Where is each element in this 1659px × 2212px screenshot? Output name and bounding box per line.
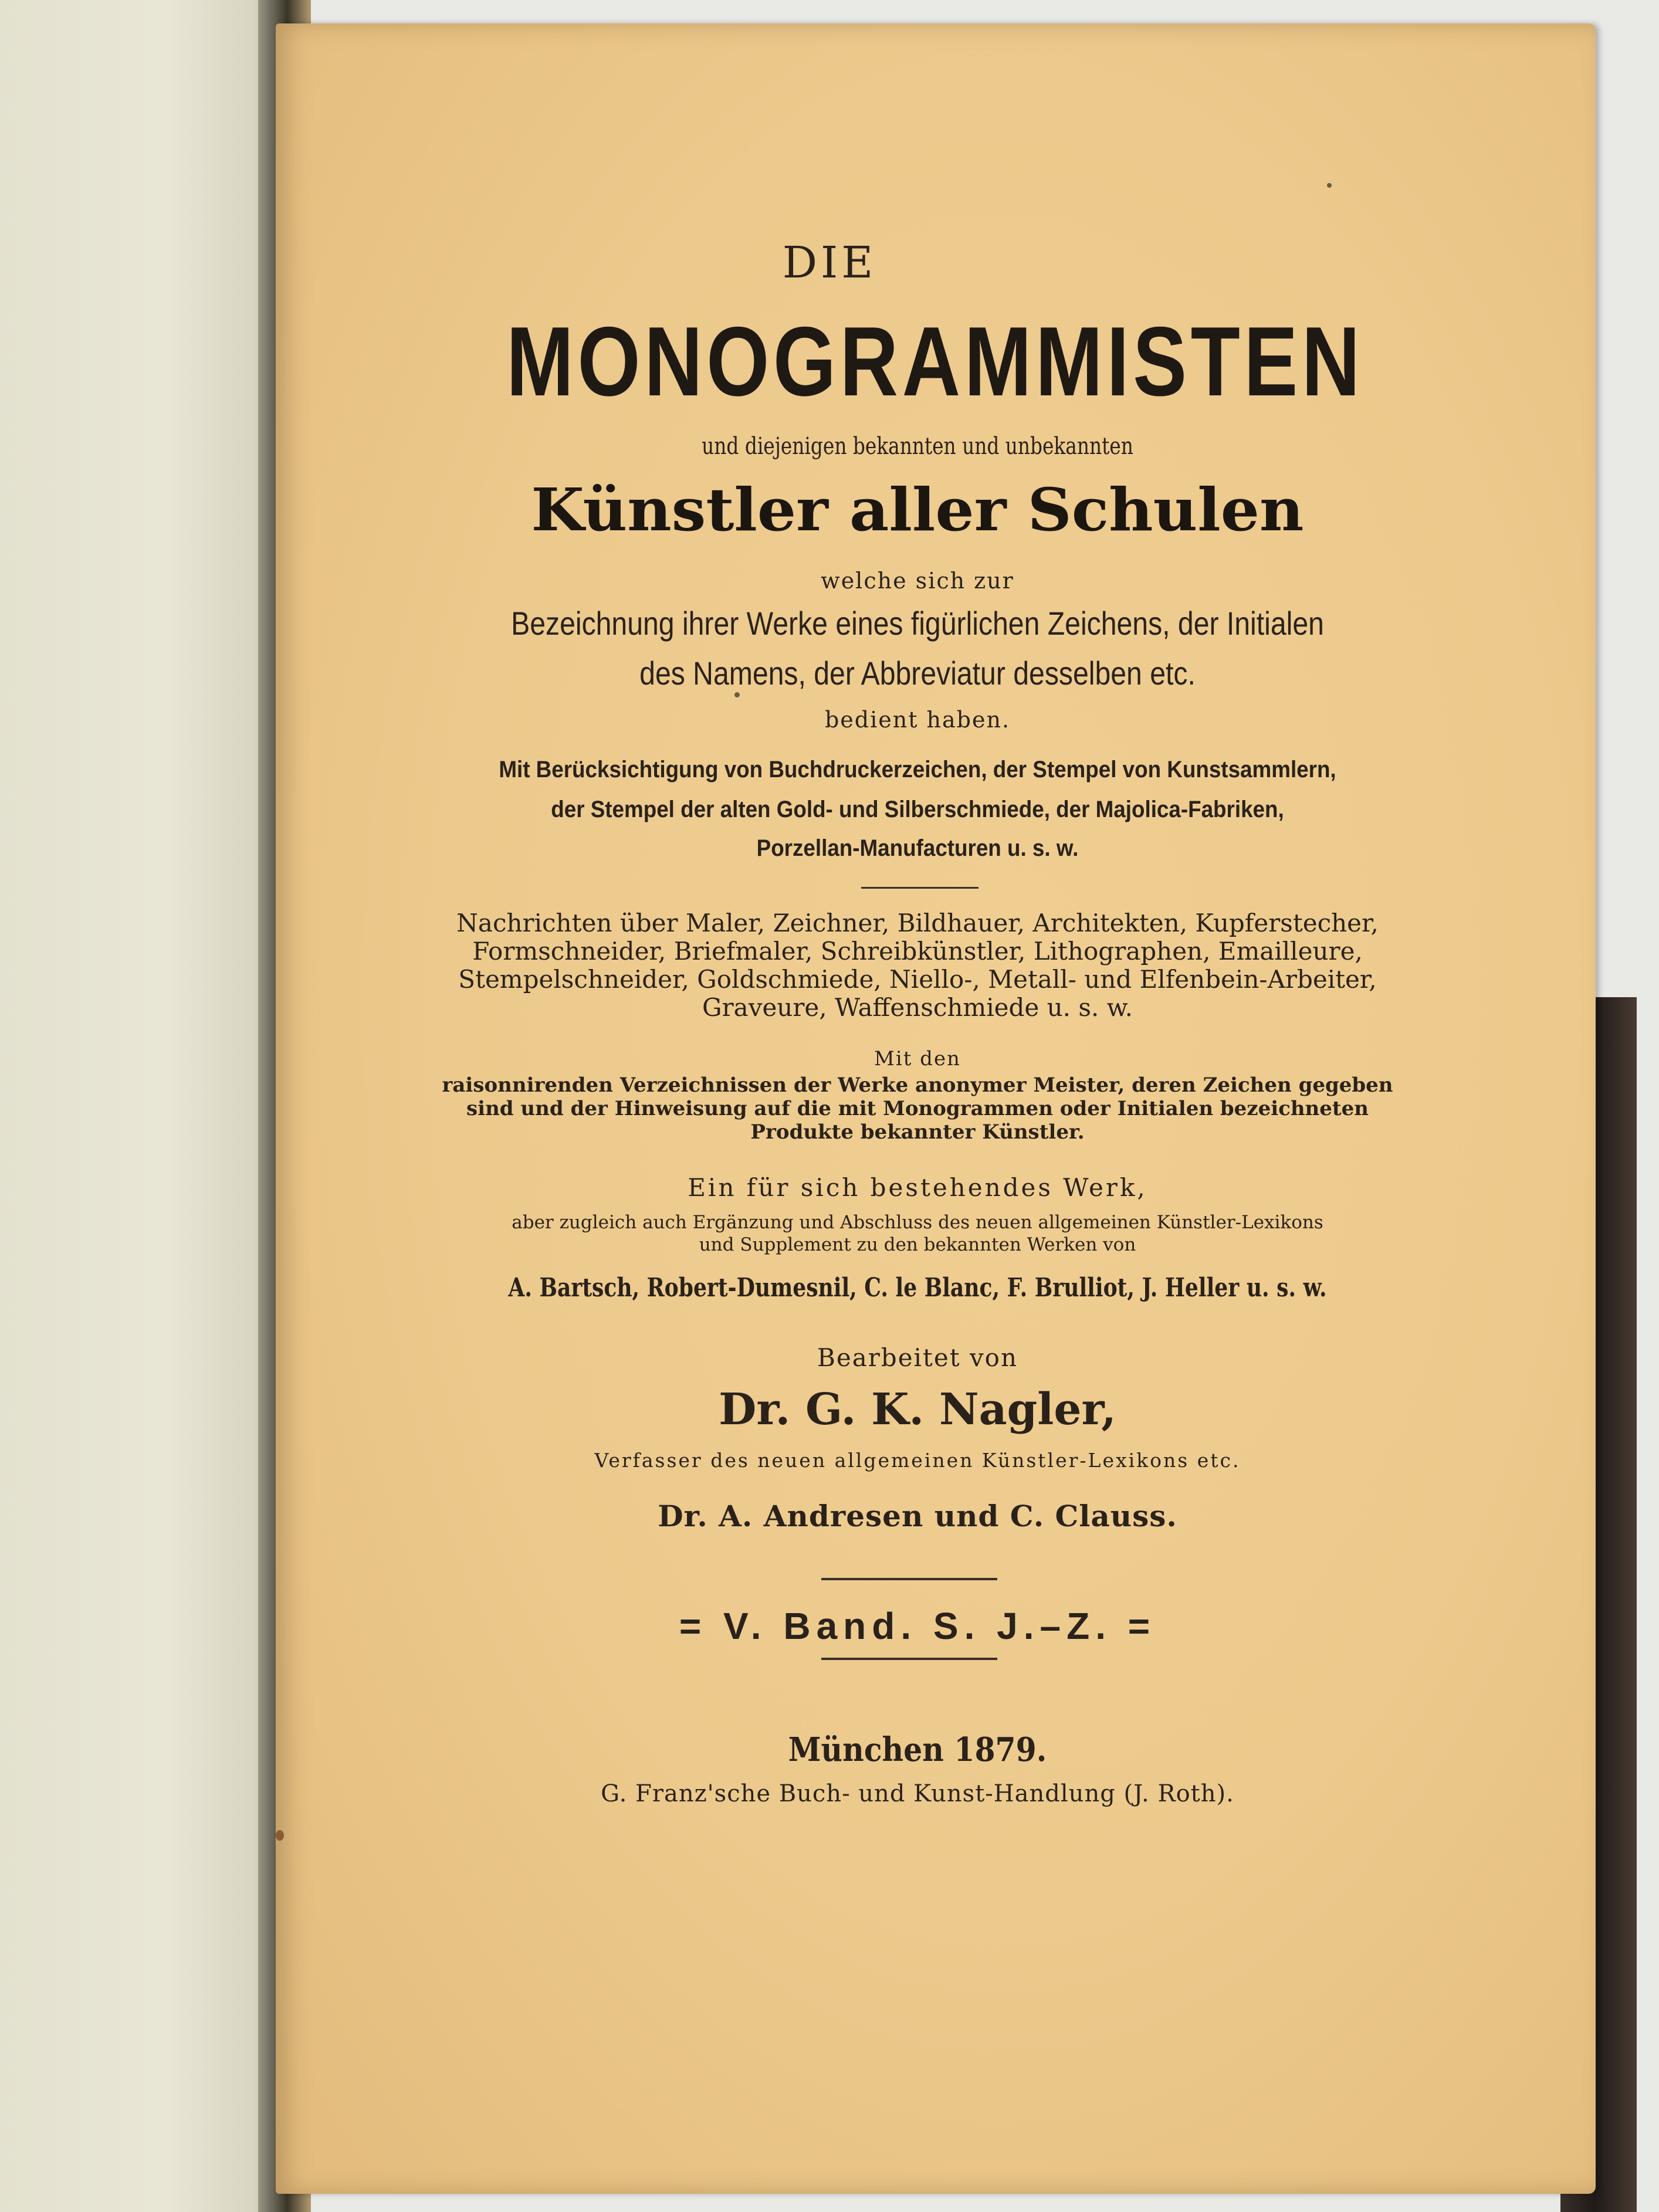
welche-line: welche sich zur	[821, 568, 1014, 594]
registers-block	[88, 1073, 1659, 1144]
divider-short	[861, 887, 979, 889]
intro-line: und diejenigen bekannten und unbekannten	[702, 433, 1133, 460]
volume-label: = V. Band. S. J.–Z. =	[679, 1605, 1156, 1647]
authors-reference: A. Bartsch, Robert-Dumesnil, C. le Blanc, F. Brulliot, J. Heller u. s. w.	[508, 1273, 1327, 1303]
description-line-2: des Namens, der Abbreviatur desselben etc.	[639, 655, 1196, 692]
title-die: DIE	[782, 238, 877, 288]
publisher: G. Franz'sche Buch- und Kunst-Handlung (J. Roth).	[601, 1780, 1234, 1807]
news-line-2: Formschneider, Briefmaler, Schreibkünstler, Lithographen, Emailleure,	[472, 937, 1363, 966]
supplement-line-1: aber zugleich auch Ergänzung und Abschluss des neuen allgemeinen Künstler-Lexikons	[512, 1212, 1323, 1233]
main-title: MONOGRAMMISTEN	[506, 306, 1364, 416]
news-line-4: Graveure, Waffenschmiede u. s. w.	[702, 993, 1133, 1022]
supplement-line-2: und Supplement zu den bekannten Werken von	[699, 1234, 1136, 1255]
news-line-1: Nachrichten über Maler, Zeichner, Bildhauer, Architekten, Kupferstecher,	[456, 909, 1379, 937]
place-year: München 1879.	[788, 1730, 1047, 1769]
mit-den-line: Mit den	[874, 1047, 961, 1071]
divider-above-volume	[821, 1578, 997, 1580]
author-note: Verfasser des neuen allgemeinen Künstler-Lexikons etc.	[594, 1449, 1241, 1472]
author-name: Dr. G. K. Nagler,	[719, 1384, 1116, 1435]
registers-line-3: Produkte bekannter Künstler.	[750, 1120, 1085, 1144]
co-authors: Dr. A. Andresen und C. Clauss.	[658, 1499, 1177, 1533]
news-block	[88, 909, 1659, 1022]
paper-stain	[276, 1830, 284, 1841]
bedient-line: bedient haben.	[824, 707, 1011, 733]
registers-line-1: raisonnirenden Verzeichnissen der Werke anonymer Meister, deren Zeichen gegeben	[442, 1073, 1393, 1097]
edited-by: Bearbeitet von	[817, 1343, 1018, 1372]
standalone-line: Ein für sich bestehendes Werk,	[688, 1173, 1147, 1202]
consideration-line-2: der Stempel der alten Gold- und Silberschmiede, der Majolica-Fabriken,	[551, 797, 1284, 822]
news-line-3: Stempelschneider, Goldschmiede, Niello-, Metall- und Elfenbein-Arbeiter,	[458, 965, 1377, 994]
subtitle: Künstler aller Schulen	[531, 475, 1304, 544]
consideration-line-3: Porzellan-Manufacturen u. s. w.	[756, 835, 1079, 861]
consideration-line-1: Mit Berücksichtigung von Buchdruckerzeichen, der Stempel von Kunstsammlern,	[499, 757, 1336, 783]
paper-speck	[734, 692, 740, 697]
divider-below-volume	[821, 1658, 997, 1660]
supplement-block	[88, 1211, 1659, 1256]
paper-speck	[1327, 183, 1332, 188]
registers-line-2: sind und der Hinweisung auf die mit Monogrammen oder Initialen bezeichneten	[466, 1097, 1369, 1120]
description-line-1: Bezeichnung ihrer Werke eines figürlichen Zeichens, der Initialen	[511, 605, 1324, 642]
